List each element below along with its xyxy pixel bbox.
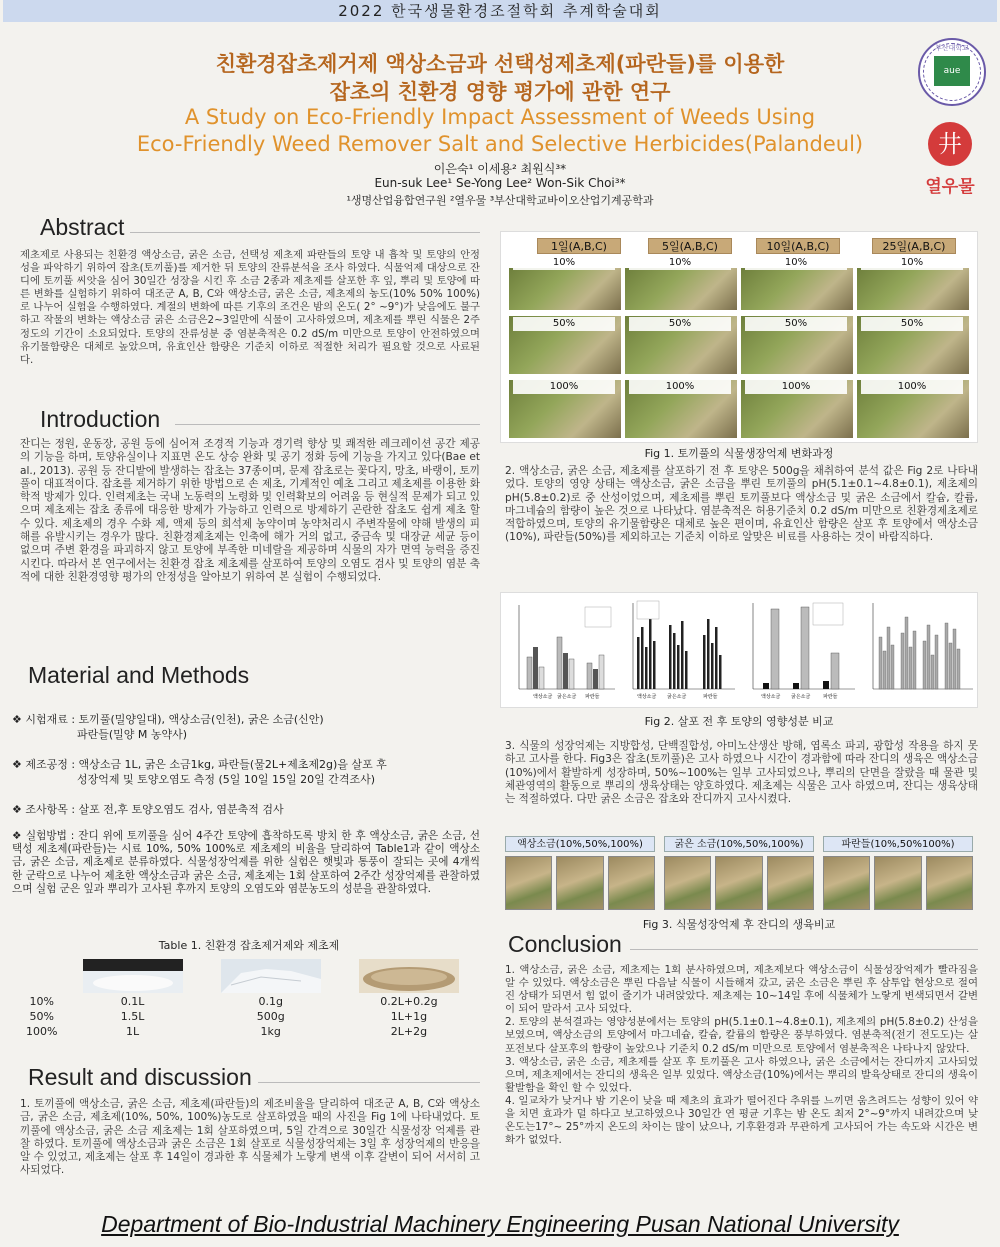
- results-rule: [258, 1082, 480, 1083]
- fig3-coarse-salt: [664, 836, 814, 914]
- method-item-materials: ❖ 시험재료 : 토끼풀(밀양일대), 액상소금(인천), 굵은 소금(신안): [12, 713, 324, 726]
- introduction-rule: [175, 424, 480, 425]
- chart-tick-label: 굵은소금: [557, 694, 577, 700]
- fig3-label: 굵은 소금(10%,50%,100%): [664, 836, 814, 852]
- chart-tick-label: 파란들: [585, 694, 600, 700]
- yeolumul-mark-icon: 井: [928, 122, 972, 166]
- abstract-text: 제초제로 사용되는 친환경 액상소금, 굵은 소금, 선택성 제초제 파란들의 토양 내 흡착 및 토양의 안정성을 파악하기 위하여 잡초(토끼풀)를 제거한 뒤 토양의 잔류분석을 조사 하였다. 식물억제 대상으로 잔디에 토끼풀 씨앗을 심어 30일간 성장을 시킨 후 소금 2종과 제초제를 살포한 후 잎, 뿌리 및 토양에 따른 변화를 실험하기 위하여 대조군 A, B, C와 액상소금, 굵은 소금, 제초제의 농도(10% 50% 100%)로 나누어 실험을 수행하였다. 계절의 변화에 따른 기후의 조건은 밤의 온도( 2° ~9°)가 낮음에도 불구하고 작물의 변화는 액상소금 굵은 소금은2~3일만에 식물이 고사하였으며, 제초제를 뿌린 식물은 2주정도의 기간이 소요되었다. 토양의 잔류성분 중 염분축적은 0.2 dS/m 미만으로 토양이 안전하였으며 유기물함량은 대체로 높았으며, 유효인산 함량은 기준치 이하로 적절한 처리가 필요할 것으로 사료된다.: [20, 249, 480, 366]
- fig1-caption: Fig 1. 토끼풀의 식물생장억제 변화과정: [644, 447, 834, 460]
- coarse-salt-image: [202, 958, 340, 994]
- table1: [20, 958, 478, 1039]
- yeolumul-logo: [920, 122, 980, 207]
- fig1-photo: [741, 268, 853, 310]
- chart-tick-label: 굵은소금: [791, 694, 811, 700]
- table-row: [20, 994, 478, 1009]
- fig1-row-label: 10%: [745, 256, 847, 270]
- table-cell: 10%: [29, 995, 54, 1008]
- liquid-salt-image: [63, 958, 201, 994]
- fig3-photo: [767, 856, 814, 910]
- fig3-photo: [823, 856, 870, 910]
- fig3-herbicide: [823, 836, 973, 914]
- methods-title: Material and Methods: [28, 662, 250, 688]
- title-english-line2: Eco-Friendly Weed Remover Salt and Selective Herbicides(Palandeul): [136, 132, 864, 156]
- logo-university-name: 부산대학교: [935, 44, 969, 52]
- fig1-column-head: 10일(A,B,C): [756, 238, 840, 254]
- fig1-row-label: 10%: [513, 256, 615, 270]
- yeolumul-text: 열우물: [925, 177, 975, 197]
- fig2-chart-2: [621, 597, 737, 705]
- method-item-process: ❖ 제조공정 : 액상소금 1L, 굵은 소금1kg, 파란들(물2L+제초제2g)을 살포 후: [12, 758, 387, 771]
- fig3-photo: [664, 856, 711, 910]
- fig1-row-label: 50%: [629, 317, 731, 331]
- chart-tick-label: 액상소금: [637, 694, 657, 700]
- fig3-caption: Fig 3. 식물성장억제 후 잔디의 생육비교: [642, 918, 836, 931]
- university-logo: [918, 38, 986, 106]
- table-row: [20, 1009, 478, 1024]
- fig1-row-label: 100%: [629, 380, 731, 394]
- fig1-column-head: 5일(A,B,C): [648, 238, 732, 254]
- table-cell: 1L: [125, 1025, 140, 1038]
- fig1-photo-grid: [500, 231, 978, 443]
- table-cell: 1.5L: [120, 1010, 145, 1023]
- fig1-row-label: 10%: [629, 256, 731, 270]
- conference-banner: 2022 한국생물환경조절학회 추계학술대회: [3, 0, 997, 22]
- affiliations: ¹생명산업융합연구원 ²열우물 ³부산대학교바이오산업기계공학과: [346, 194, 654, 207]
- fig3-label: 파란들(10%,50%100%): [823, 836, 973, 852]
- chart-tick-label: 굵은소금: [667, 694, 687, 700]
- fig1-column-head: 1일(A,B,C): [537, 238, 621, 254]
- fig3-photo: [505, 856, 552, 910]
- fig1-photo: [857, 268, 969, 310]
- table-cell: 0.2L+0.2g: [380, 995, 438, 1008]
- fig3-photo: [556, 856, 603, 910]
- introduction-text: 잔디는 정원, 운동장, 공원 등에 심어져 조경적 기능과 경기력 향상 및 쾌적한 레크레이션 공간 제공의 기능을 하며, 토양유실이나 지표면 온도 상승 완화 및 공기 정화 등에 기능을 가지고 있다(Bae et al., 2013). 공원 등 잔디밭에 발생하는 잡초는 37종이며, 문제 잡초로는 꽃다지, 망초, 바랭이, 토끼풀이 대표적이다. 잡초를 제거하기 위한 방법으로 손 제초, 기계적인 예초 그리고 제초제를 이용한 화학적 방제가 있다. 인력제초는 국내 노동력의 노령화 및 인력확보의 어려움 등 현실적 문제가 되고 있으며 제초제는 잡초 종류에 대응한 방제가 가능하고 인력으로 방제하기 곤란한 잡초도 쉽게 제초 할 수 있다. 제초제의 경우 수화 제, 액제 등의 희석제 농약이며 농약처리시 주변작물에 약해 발생의 피해를 유발시키는 경우가 많다. 친환경제초제는 인축에 해가 거의 없고, 중금속 및 대장균 세균 등이 없으며 주변 환경을 파괴하지 않고 토양에 부족한 미네랄을 제공하며 식물의 자가 면역 능력을 증진시킨다. 따라서 본 연구에서는 친환경 잡초 제초제를 살포하여 토양의 오염도 검사 및 토양의 염분 축적에 대한 친환경영향 평가의 안정성을 알아보기 위하여 본 실험이 수행되었다.: [20, 438, 480, 583]
- table-corner: [20, 958, 63, 994]
- abstract-title: Abstract: [40, 214, 125, 240]
- fig1-row-label: 50%: [745, 317, 847, 331]
- fig1-photo: [625, 268, 737, 310]
- chart-tick-label: 액상소금: [533, 694, 553, 700]
- chart-tick-label: 파란들: [703, 694, 718, 700]
- fig3-label: 액상소금(10%,50%,100%): [505, 836, 655, 852]
- table-cell: 1kg: [260, 1025, 281, 1038]
- title-korean-line2: 잡초의 친환경 영향 평가에 관한 연구: [329, 80, 671, 104]
- table-cell: 0.1g: [258, 995, 283, 1008]
- table1-caption: Table 1. 친환경 잡초제거제와 제초제: [158, 939, 340, 952]
- fig1-row-label: 50%: [513, 317, 615, 331]
- fig1-row-label: 10%: [861, 256, 963, 270]
- table-cell: 1L+1g: [390, 1010, 428, 1023]
- table-row: [20, 1024, 478, 1039]
- fig3-photo: [926, 856, 973, 910]
- results-text: 1. 토끼풀에 액상소금, 굵은 소금, 제초제(파란들)의 제조비율을 달리하여 대조군 A, B, C와 액상소금, 굵은 소금, 제초제(10%, 50%, 100%)농도로 살포하였을 때의 사진을 Fig 1에 나타내었다. 토끼풀에 액상소금, 굵은 소금 제초제는 1회 살포하였으며, 5일 간격으로 30일간 식물성장 억제를 관찰 하였다. 토끼풀에 액상소금과 굵은 소금은 1회 살포로 식물성장억제는 3일 후 성장억제의 반응을 알 수 있었고, 제초제는 살포 후 14일이 경과한 후 식물체가 노랗게 변색 이후 갈변이 되어 서서히 고사되었다.: [20, 1098, 480, 1177]
- fig1-row-label: 100%: [745, 380, 847, 394]
- table-image-row: [20, 958, 478, 994]
- fig1-row-label: 100%: [513, 380, 615, 394]
- fig1-row-label: 50%: [861, 317, 963, 331]
- poster-header: [0, 22, 1000, 212]
- logo-emblem: aue: [934, 56, 970, 86]
- fig2-charts: [500, 592, 978, 708]
- conclusion-title: Conclusion: [508, 931, 622, 957]
- footer-department: Department of Bio-Industrial Machinery Engineering Pusan National University: [101, 1211, 899, 1237]
- title-english-line1: A Study on Eco-Friendly Impact Assessment of Weeds Using: [184, 105, 816, 129]
- fig1-row-label: 100%: [861, 380, 963, 394]
- method-item-process-2: 성장억제 및 토양오염도 측정 (5일 10일 15일 20일 간격조사): [77, 773, 376, 786]
- fig3-photo: [715, 856, 762, 910]
- fig1-column-head: 25일(A,B,C): [872, 238, 956, 254]
- method-item-materials-2: 파란들(밀양 M 농약사): [77, 728, 188, 741]
- table-cell: 50%: [29, 1010, 54, 1023]
- title-korean-line1: 친환경잡초제거제 액상소금과 선택성제초제(파란들)를 이용한: [215, 52, 785, 76]
- fig1-photo: [509, 268, 621, 310]
- table-cell: 100%: [26, 1025, 58, 1038]
- fig2-chart-1: [505, 597, 617, 705]
- method-item-procedure: ❖ 실험방법 : 잔디 위에 토끼풀을 심어 4주간 토양에 흡착하도록 방치 한 후 액상소금, 굵은 소금, 선택성 제초제(파란들)는 시료 10%, 50% 100%로 제초제의 비율을 달리하여 Table1과 같이 액상소금, 굵은 소금, 제초제로 분류하였다. 식물성장억제를 위한 실험은 햇빛과 통풍이 잘되는 곳에 4개씩 한 군락으로 나누어 제초한 액상소금과 굵은 소금, 제초제는 1회 살포하여 2주간 성장억제를 관찰하였으며 실험 군은 잎과 뿌리가 고사된 후까지 토양의 오염도와 염분농도의 성분을 관찰하였다.: [12, 830, 480, 895]
- authors-korean: 이은숙¹ 이세용² 최원식³*: [433, 162, 567, 176]
- fig2-caption: Fig 2. 살포 전 후 토양의 영향성분 비교: [644, 715, 834, 728]
- fig2-chart-4: [861, 597, 975, 705]
- fig3-liquid-salt: [505, 836, 655, 914]
- results-text-3: 3. 식물의 성장억제는 지방합성, 단백질합성, 아미노산생산 방해, 엽록소 파괴, 광합성 작용을 하지 못하고 고사를 한다. Fig3은 잡초(토끼풀)은 고사 하였으나 시간이 경과함에 따라 잔디의 생육은 액상소금(10%)에서 활발하게 성장하며, 50%~100%는 일부 고사되었으나, 뿌리의 단면을 잘랐을 때 물관 및 체관영역의 활동으로 뿌리의 생육상태는 양호하였다. 제초제는 식물은 고사 하였으며, 잔디는 생육상태는 적절하였다. 다만 굵은 소금은 잡초와 잔디까지 고사시켰다.: [505, 740, 978, 806]
- method-item-survey: ❖ 조사항목 : 살포 전,후 토양오염도 검사, 염분축적 검사: [12, 803, 284, 816]
- fig2-chart-3: [741, 597, 857, 705]
- table-cell: 500g: [256, 1010, 285, 1023]
- results-title: Result and discussion: [28, 1064, 252, 1090]
- table-cell: 0.1L: [120, 995, 145, 1008]
- conclusion-text: 1. 액상소금, 굵은 소금, 제초제는 1회 분사하였으며, 제초제보다 액상소금이 식물성장억제가 빨라짐을 알 수 있었다. 액상소금은 뿌린 다음날 식물이 시들해져 갔고, 굵은 소금은 뿌린 후 삼투압 현상으로 절여진 상태가 되면서 힘 없이 줄기가 내려앉았다. 제초제는 10~14일 후에 식물체가 노랗게 변색되면서 갈변이 되어 말라서 고사 되었다. 2. 토양의 분석결과는 영양성분에서는 토양의 pH(5.1±0.1~4.8±0.1), 제초제의 pH(5.8±0.2) 산성을 보였으며, 액상소금의 토양에서 마그네슘, 칼슘, 칼륨의 함량은 풍부하였다. 염분축적(전기 전도도)는 살포전보다 살포후의 함량이 높았으나 기준치 0.2 dS/m 미만으로 토양에서 염분축적은 나타나지 않았다. 3. 액상소금, 굵은 소금, 제초제를 살포 후 토끼풀은 고사 하였으나, 굵은 소금에서는 잔디까지 고사되었으며, 제초제에서는 잔디의 생육은 일부 있었다. 액상소금(10%)에서는 뿌리의 발육상태로 잔디의 생육이 활발함을 확인 할 수 있었다. 4. 일교차가 낮거나 밤 기온이 낮을 때 제초의 효과가 떨어진다 추위를 느끼면 움츠려드는 성향이 있어 약을 치면 효과가 덜 하다고 보고하였으나 30일간 연 평균 기후는 밤 온도 최저 2°~9°까지 내려갔으며 낮 온도는17°~ 25°까지 온도의 차이는 많이 났으나, 기후환경과 무관하게 고사되어 가는 속도와 시간은 변화가 없었다.: [505, 964, 978, 1147]
- chart-tick-label: 파란들: [823, 694, 838, 700]
- authors-english: Eun-suk Lee¹ Se-Yong Lee² Won-Sik Choi³*: [374, 176, 626, 190]
- fig3-photo: [874, 856, 921, 910]
- fig3-photo: [608, 856, 655, 910]
- results-text-2: 2. 액상소금, 굵은 소금, 제초제를 살포하기 전 후 토양은 500g을 채취하여 분석 값은 Fig 2로 나타내었다. 토양의 영양 상태는 액상소금, 굵은 소금을 뿌린 토끼풀의 pH(5.1±0.1~4.8±0.1), 제초제의 pH(5.8±0.2)로 중 산성이었으며, 제초제를 뿌린 토끼풀보다 액상소금 및 굵은 소금에서 칼슘, 칼륨, 마그네슘의 함량이 높은 것으로 나타났다. 염분축적은 허용기준치 0.2 dS/m 미만으로 친환경제초제로 적합하였으며, 토양의 유기물함량은 대체로 높은 편이며, 유효인산 함량은 살포 후 토양에서 액상소금(10%), 파란들(50%)를 제외하고는 기준치 이하로 알맞은 비료를 사용하는 것이 바람직하다.: [505, 465, 978, 544]
- herbicide-image: [340, 958, 478, 994]
- introduction-title: Introduction: [40, 406, 161, 432]
- chart-tick-label: 액상소금: [761, 694, 781, 700]
- conclusion-rule: [630, 949, 978, 950]
- abstract-rule: [130, 232, 480, 233]
- table-cell: 2L+2g: [390, 1025, 428, 1038]
